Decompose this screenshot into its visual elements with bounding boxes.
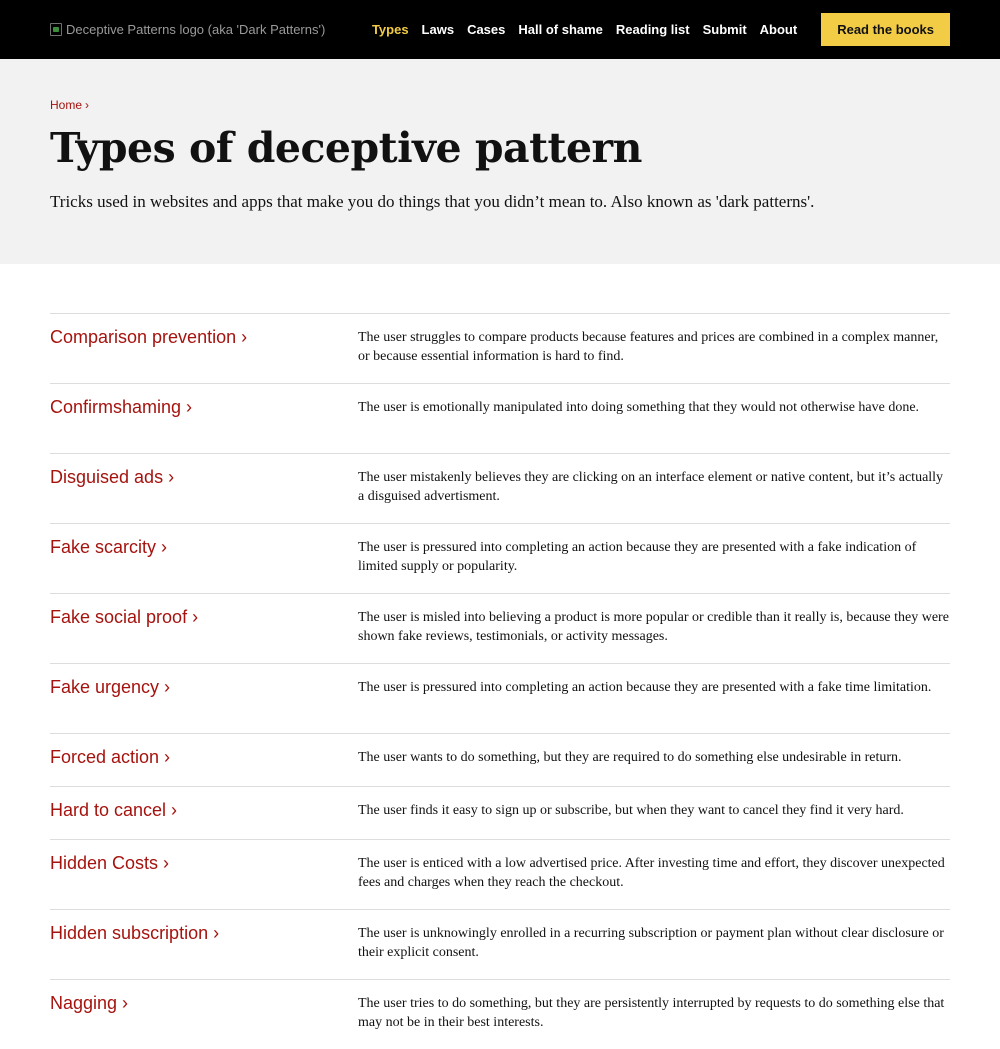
type-link-forced-action[interactable]: Forced action › [50,747,171,767]
nav-link-submit[interactable]: Submit [702,22,747,37]
type-row [50,909,950,979]
type-row [50,593,950,663]
page-subtitle: Tricks used in websites and apps that make you do things that you didn’t mean to. Also known as 'dark patterns'. [50,192,815,211]
types-list [0,264,1000,1049]
type-row [50,453,950,523]
type-description: The user mistakenly believes they are clicking on an interface element or native content, but it’s actually a disguised advertisment. [358,470,944,504]
site-logo-link[interactable] [50,22,325,37]
type-description: The user is pressured into completing an action because they are presented with a fake time limitation. [358,680,932,695]
read-the-books-button[interactable]: Read the books [821,13,950,46]
type-row [50,786,950,839]
type-description: The user is pressured into completing an action because they are presented with a fake indication of limited supply or popularity. [358,540,917,574]
type-description: The user is emotionally manipulated into doing something that they would not otherwise have done. [358,400,920,415]
nav-link-cases[interactable]: Cases [467,22,506,37]
page-title: Types of deceptive pattern [50,124,642,172]
type-link-fake-social-proof[interactable]: Fake social proof › [50,607,199,627]
nav-link-laws[interactable]: Laws [421,22,455,37]
nav-link-about[interactable]: About [759,22,798,37]
type-link-comparison-prevention[interactable]: Comparison prevention › [50,327,248,347]
type-link-hidden-costs[interactable]: Hidden Costs › [50,853,170,873]
type-description: The user struggles to compare products because features and prices are combined in a complex manner, or because essential information is hard to find. [358,330,939,364]
breadcrumb-home-link[interactable]: Home [50,98,83,112]
logo-alt-text: Deceptive Patterns logo (aka 'Dark Patterns') [66,22,326,37]
type-link-confirmshaming[interactable]: Confirmshaming › [50,397,193,417]
type-link-fake-urgency[interactable]: Fake urgency › [50,677,171,697]
breadcrumb [50,98,950,112]
breadcrumb-separator: › [85,98,90,112]
type-description: The user wants to do something, but they are required to do something else undesirable in return. [358,750,902,765]
type-description: The user is misled into believing a product is more popular or credible than it really is, because they were shown fake reviews, testimonials, or activity messages. [358,610,949,644]
main-nav [359,13,950,46]
type-row [50,733,950,786]
type-link-hidden-subscription[interactable]: Hidden subscription › [50,923,220,943]
nav-link-hall-of-shame[interactable]: Hall of shame [518,22,603,37]
type-row [50,383,950,453]
type-row [50,839,950,909]
top-navigation [0,0,1000,59]
type-link-disguised-ads[interactable]: Disguised ads › [50,467,175,487]
type-description: The user is unknowingly enrolled in a recurring subscription or payment plan without clear disclosure or their explicit consent. [358,926,944,960]
hero-section [0,59,1000,264]
nav-link-reading-list[interactable]: Reading list [615,22,690,37]
type-description: The user finds it easy to sign up or subscribe, but when they want to cancel they find it very hard. [358,803,904,818]
type-link-fake-scarcity[interactable]: Fake scarcity › [50,537,168,557]
type-row [50,663,950,733]
type-description: The user tries to do something, but they are persistently interrupted by requests to do something else that may not be in their best interests. [358,996,945,1030]
nav-link-types[interactable]: Types [371,22,409,37]
type-row [50,523,950,593]
type-link-hard-to-cancel[interactable]: Hard to cancel › [50,800,178,820]
broken-image-icon [50,23,62,36]
type-link-nagging[interactable]: Nagging › [50,993,129,1013]
type-description: The user is enticed with a low advertised price. After investing time and effort, they discover unexpected fees and charges when they reach the checkout. [358,856,945,890]
type-row [50,313,950,383]
type-row [50,979,950,1049]
